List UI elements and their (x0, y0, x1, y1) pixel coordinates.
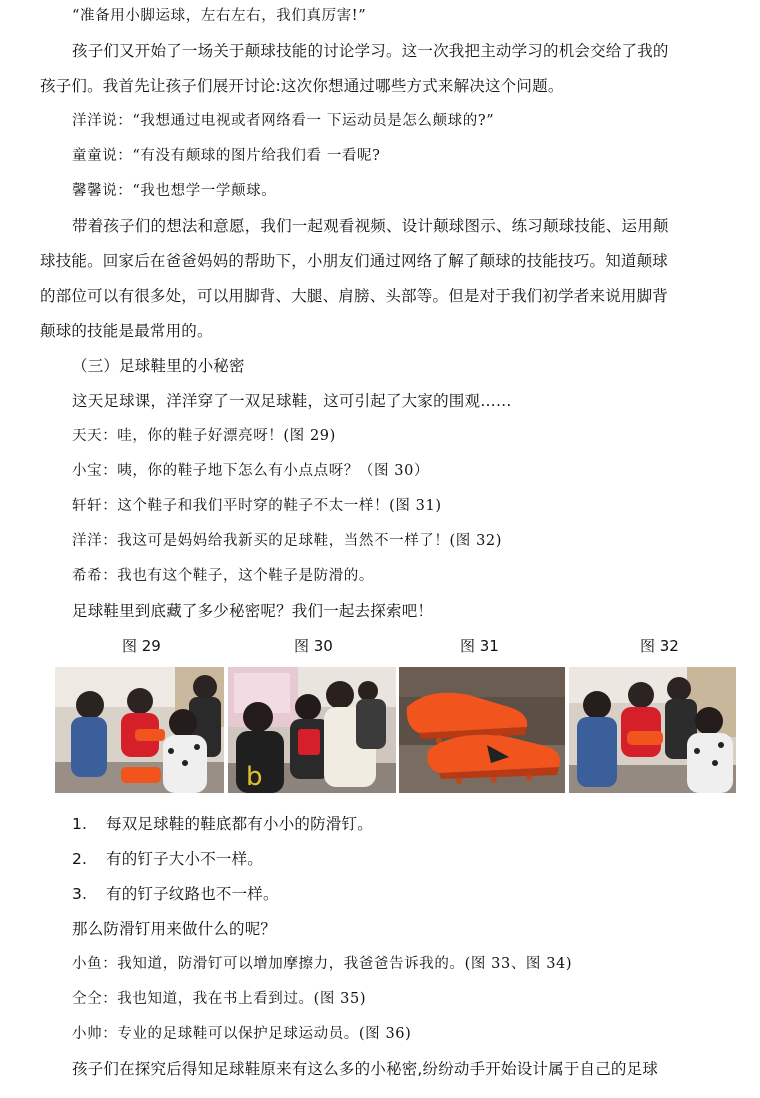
photo-figure-31 (399, 667, 565, 793)
figure-caption: 图 30 (294, 637, 333, 655)
list-number: 1. (72, 815, 88, 833)
list-number: 2. (72, 850, 88, 868)
dialogue-line: 小宝：咦，你的鞋子地下怎么有小点点呀？（图 30） (72, 463, 430, 479)
dialogue-line: 童童说：“有没有颠球的图片给我们看 一看呢? (72, 148, 381, 164)
paragraph-line: 足球鞋里到底藏了多少秘密呢？我们一起去探索吧！ (72, 602, 434, 620)
dialogue-line: 小帅：专业的足球鞋可以保护足球运动员。(图 36) (72, 1026, 412, 1042)
section-heading: （三）足球鞋里的小秘密 (72, 357, 245, 375)
photo-figure-30 (228, 667, 396, 793)
list-item (72, 884, 712, 904)
figure-caption: 图 29 (122, 637, 161, 655)
dialogue-line: 馨馨说：“我也想学一学颠球。 (72, 183, 277, 199)
dialogue-line: 洋洋说：“我想通过电视或者网络看一 下运动员是怎么颠球的?” (72, 113, 495, 129)
paragraph-line: 那么防滑钉用来做什么的呢？ (72, 920, 277, 938)
list-number: 3. (72, 885, 88, 903)
photo-figure-29 (55, 667, 224, 793)
list-item (72, 849, 712, 869)
svg-text:b: b (246, 762, 263, 792)
paragraph-line: 孩子们。我首先让孩子们展开讨论:这次你想通过哪些方式来解决这个问题。 (40, 77, 564, 95)
dialogue-line: 天天：哇，你的鞋子好漂亮呀！(图 29) (72, 428, 336, 444)
dialogue-line: 洋洋：我这可是妈妈给我新买的足球鞋，当然不一样了！(图 32) (72, 533, 502, 549)
dialogue-line: 小鱼：我知道，防滑钉可以增加摩擦力，我爸爸告诉我的。(图 33、图 34) (72, 956, 573, 972)
dialogue-line: 仝仝：我也知道，我在书上看到过。(图 35) (72, 991, 367, 1007)
quote-line: “准备用小脚运球，左右左右，我们真厉害!” (72, 8, 367, 24)
paragraph-line: 带着孩子们的想法和意愿，我们一起观看视频、设计颠球图示、练习颠球技能、运用颠 (72, 217, 669, 235)
list-text: 每双足球鞋的鞋底都有小小的防滑钉。 (106, 815, 373, 833)
paragraph-line: 这天足球课，洋洋穿了一双足球鞋，这可引起了大家的围观…… (72, 392, 512, 410)
figure-caption: 图 32 (640, 637, 679, 655)
list-text: 有的钉子纹路也不一样。 (106, 885, 279, 903)
paragraph-line: 的部位可以有很多处，可以用脚背、大腿、肩膀、头部等。但是对于我们初学者来说用脚背 (40, 287, 669, 305)
paragraph-line: 球技能。回家后在爸爸妈妈的帮助下，小朋友们通过网络了解了颠球的技能技巧。知道颠球 (40, 252, 669, 270)
list-item (72, 814, 712, 834)
figure-caption: 图 31 (460, 637, 499, 655)
list-text: 有的钉子大小不一样。 (106, 850, 264, 868)
dialogue-line: 希希：我也有这个鞋子，这个鞋子是防滑的。 (72, 568, 374, 584)
paragraph-line: 颠球的技能是最常用的。 (40, 322, 213, 340)
paragraph-line: 孩子们在探究后得知足球鞋原来有这么多的小秘密,纷纷动手开始设计属于自己的足球 (72, 1060, 659, 1078)
paragraph-line: 孩子们又开始了一场关于颠球技能的讨论学习。这一次我把主动学习的机会交给了我的 (72, 42, 669, 60)
dialogue-line: 轩轩：这个鞋子和我们平时穿的鞋子不太一样！(图 31) (72, 498, 442, 514)
photo-figure-32 (569, 667, 736, 793)
